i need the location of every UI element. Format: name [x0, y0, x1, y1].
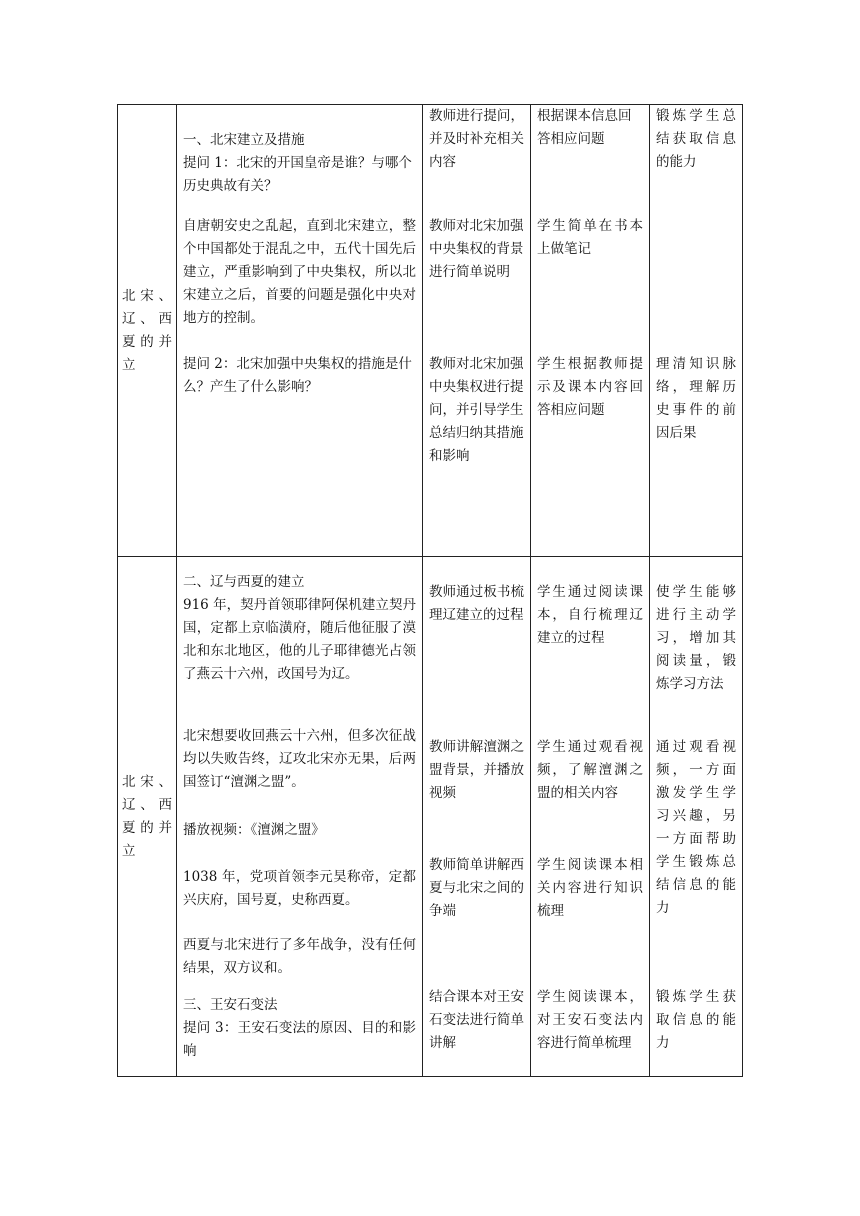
content-paragraph: 播放视频：《澶渊之盟》	[183, 822, 325, 838]
teacher-activity: 教师对北宋加强中央集权进行提问，并引导学生总结归纳其措施和影响	[429, 356, 524, 464]
teacher-activity-cell	[423, 105, 531, 557]
section-heading: 二、辽与西夏的建立	[183, 574, 305, 590]
student-activity-cell	[531, 105, 650, 557]
topic-text: 北宋、辽、西夏 的 并立	[122, 287, 172, 373]
content-paragraph: 1038 年，党项首领李元昊称帝，定都兴庆府，国号夏，史称西夏。	[183, 869, 416, 908]
purpose-cell	[650, 557, 743, 1077]
lesson-plan-table	[117, 104, 743, 1077]
section-heading: 三、王安石变法	[183, 997, 278, 1013]
content-paragraph: 916 年，契丹首领耶律阿保机建立契丹国，定都上京临潢府，随后他征服了漠北和东北地区，他的儿子耶律德光占领了燕云十六州，改国号为辽。	[183, 597, 416, 682]
content-paragraph: 提问 1：北宋的开国皇帝是谁？与哪个历史典故有关？	[183, 155, 412, 194]
student-activity: 学生根据教师提示及课本内容回答相应问题	[537, 356, 643, 418]
student-activity: 学生通过观看视频，了解澶渊之盟的相关内容	[537, 739, 643, 801]
teacher-activity: 教师对北宋加强中央集权的背景进行简单说明	[429, 218, 524, 280]
student-activity-cell	[531, 557, 650, 1077]
teacher-activity: 教师简单讲解西夏与北宋之间的争端	[429, 857, 524, 919]
topic-text: 北宋、辽、西夏 的 并立	[122, 773, 172, 859]
student-activity: 学生阅读课本相关内容进行知识梳理	[537, 857, 643, 919]
content-paragraph: 自唐朝安史之乱起，直到北宋建立，整个中国都处于混乱之中，五代十国先后建立，严重影响到了中央集权，所以北宋建立之后，首要的问题是强化中央对地方的控制。	[183, 218, 416, 326]
table-row	[118, 557, 743, 1077]
content-cell	[177, 557, 423, 1077]
purpose-cell	[650, 105, 743, 557]
content-cell	[177, 105, 423, 557]
student-activity: 学生通过阅读课本，自行梳理辽建立的过程	[537, 584, 643, 646]
design-purpose: 锻炼学生获取信息的能力	[656, 989, 736, 1051]
student-activity: 学生简单在书本上做笔记	[537, 218, 643, 257]
teacher-activity: 教师讲解澶渊之盟背景，并播放视频	[429, 739, 524, 801]
content-paragraph: 西夏与北宋进行了多年战争，没有任何结果，双方议和。	[183, 937, 416, 976]
design-purpose: 锻炼学生总结获取信息的能力	[656, 108, 736, 170]
teacher-activity-cell	[423, 557, 531, 1077]
topic-cell	[118, 105, 177, 557]
topic-cell	[118, 557, 177, 1077]
content-paragraph: 提问 2：北宋加强中央集权的措施是什么？产生了什么影响？	[183, 356, 412, 395]
teacher-activity: 教师通过板书梳理辽建立的过程	[429, 584, 524, 623]
teacher-activity: 教师进行提问，并及时补充相关内容	[429, 108, 524, 170]
content-paragraph: 提问 3：王安石变法的原因、目的和影响	[183, 1020, 416, 1059]
section-heading: 一、北宋建立及措施	[183, 132, 305, 148]
student-activity: 学生阅读课本，对王安石变法内容进行简单梳理	[537, 989, 643, 1051]
design-purpose: 理清知识脉络，理解历史事件的前因后果	[656, 356, 736, 441]
content-paragraph: 北宋想要收回燕云十六州，但多次征战均以失败告终，辽攻北宋亦无果，后两国签订“澶渊之盟”。	[183, 728, 416, 790]
student-activity: 根据课本信息回答相应问题	[537, 108, 632, 147]
teacher-activity: 结合课本对王安石变法进行简单讲解	[429, 989, 524, 1051]
table-row	[118, 105, 743, 557]
design-purpose: 使学生能够进行主动学习，增加其阅读量，锻炼学习方法	[656, 584, 736, 692]
design-purpose: 通过观看视频，一方面激发学生学习兴趣，另一方面帮助学生锻炼总结信息的能力	[656, 739, 736, 916]
